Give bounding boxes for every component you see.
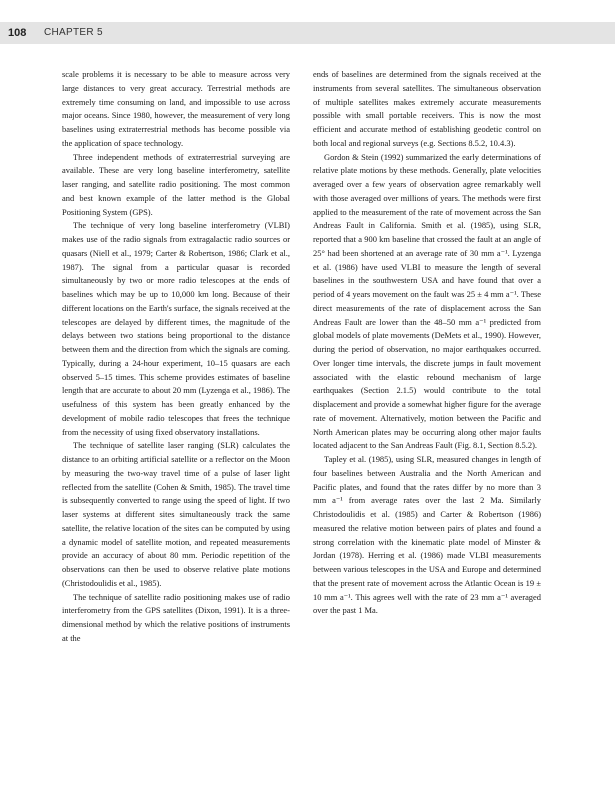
left-column (62, 68, 290, 646)
paragraph: The technique of satellite laser ranging (SLR) calculates the distance to an orbiting artificial satellite or a reflector on the Moon by measuring the two-way travel time of a pulse of laser light reflected from the satellite (Cohen & Smith, 1985). The travel time is subsequently converted to range using the speed of light. If two laser systems at different sites simultaneously track the same satellite, the relative location of the sites can be computed by using a dynamic model of satellite motion, and repeated measurements provide an accuracy of about 80 mm. Periodic repetition of the observations can then be used to observe relative plate motions (Christodoulidis et al., 1985). (62, 440, 290, 588)
paragraph: Three independent methods of extraterrestrial surveying are available. These are very long baseline interferometry, satellite laser ranging, and satellite radio positioning. The most common and best known example of the latter method is the Global Positioning System (GPS). (62, 151, 290, 217)
paragraph: Tapley et al. (1985), using SLR, measured changes in length of four baselines between Australia and the North American and Pacific plates, and found that the rates differ by no more than 3 mm a⁻¹ from average rates over the last 2 Ma. Similarly Christodoulidis et al. (1985) and Carter & Robertson (1986) measured the relative motion between pairs of plates and found a strong correlation with the kinematic plate model of Minster & Jordan (1978). Herring et al. (1986) made VLBI measurements between various telescopes in the USA and Europe and determined that the present rate of movement across the Atlantic Ocean is 19 ± 10 mm a⁻¹. This agrees well with the rate of 23 mm a⁻¹ averaged over the past 1 Ma. (313, 454, 541, 616)
paragraph: The technique of very long baseline interferometry (VLBI) makes use of the radio signals from extragalactic radio sources or quasars (Niell et al., 1979; Carter & Robertson, 1986; Clark et al., 1987). The signal from a particular quasar is recorded simultaneously by two or more radio telescopes at the ends of baselines which may be up to 10,000 km long. Because of their different locations on the Earth's surface, the signals received at the telescopes are delayed by different times, the magnitude of the delays between two stations being proportional to the distance between them and the direction from which the signals are coming. Typically, during a 24-hour experiment, 10–15 quasars are each observed 5–15 times. This scheme provides estimates of baseline length that are accurate to about 20 mm (Lyzenga et al., 1986). The usefulness of this system has been greatly enhanced by the development of mobile radio telescopes that frees the technique from the necessity of using fixed observatory installations. (62, 220, 290, 437)
paragraph: Gordon & Stein (1992) summarized the early determinations of relative plate motions by these methods. Generally, plate velocities averaged over a few years of observation agree remarkably well with those averaged over millions of years. The methods were first applied to the measurement of the rate of movement across the San Andreas Fault in California. Smith et al. (1985), using SLR, reported that a 900 km baseline that crossed the fault at an angle of 25° had been shortened at an average rate of 30 mm a⁻¹. Lyzenga et al. (1986) have used VLBI to measure the length of several baselines in the southwestern USA and have found that over a period of 4 years movement on the fault was 25 ± 4 mm a⁻¹. These direct measurements of the rate of displacement across the San Andreas Fault are lower than the 48–50 mm a⁻¹ predicted from global models of plate movements (DeMets et al., 1990). However, during the period of observation, no major earthquakes occurred. Over longer time intervals, the discrete jumps in fault movement associated with the elastic rebound mechanism of large earthquakes (Section 2.1.5) would contribute to the total displacement and provide a somewhat higher figure for the average rate of movement. Alternatively, motion between the Pacific and North American plates may be occurring along other major faults located adjacent to the San Andreas Fault (Fig. 8.1, Section 8.5.2). (313, 151, 541, 451)
paragraph: scale problems it is necessary to be able to measure across very large distances to very great accuracy. Terrestrial methods are extremely time consuming on land, and impossible to use across major oceans. Since 1980, however, the measurement of very long baselines using extraterrestrial methods has become possible via the application of space technology. (62, 69, 290, 148)
running-header (0, 22, 615, 44)
paragraph: The technique of satellite radio positioning makes use of radio interferometry from the GPS satellites (Dixon, 1991). It is a three-dimensional method by which the relative positions of instruments at the (62, 591, 290, 643)
right-column (313, 68, 541, 618)
chapter-label: CHAPTER 5 (44, 27, 103, 38)
paragraph: ends of baselines are determined from the signals received at the instruments from several satellites. The simultaneous observation of multiple satellites makes extremely accurate measurements possible with small portable receivers. This is now the most efficient and accurate method of establishing geodetic control on both local and regional surveys (e.g. Sections 8.5.2, 10.4.3). (313, 69, 541, 148)
page-number: 108 (8, 27, 27, 39)
